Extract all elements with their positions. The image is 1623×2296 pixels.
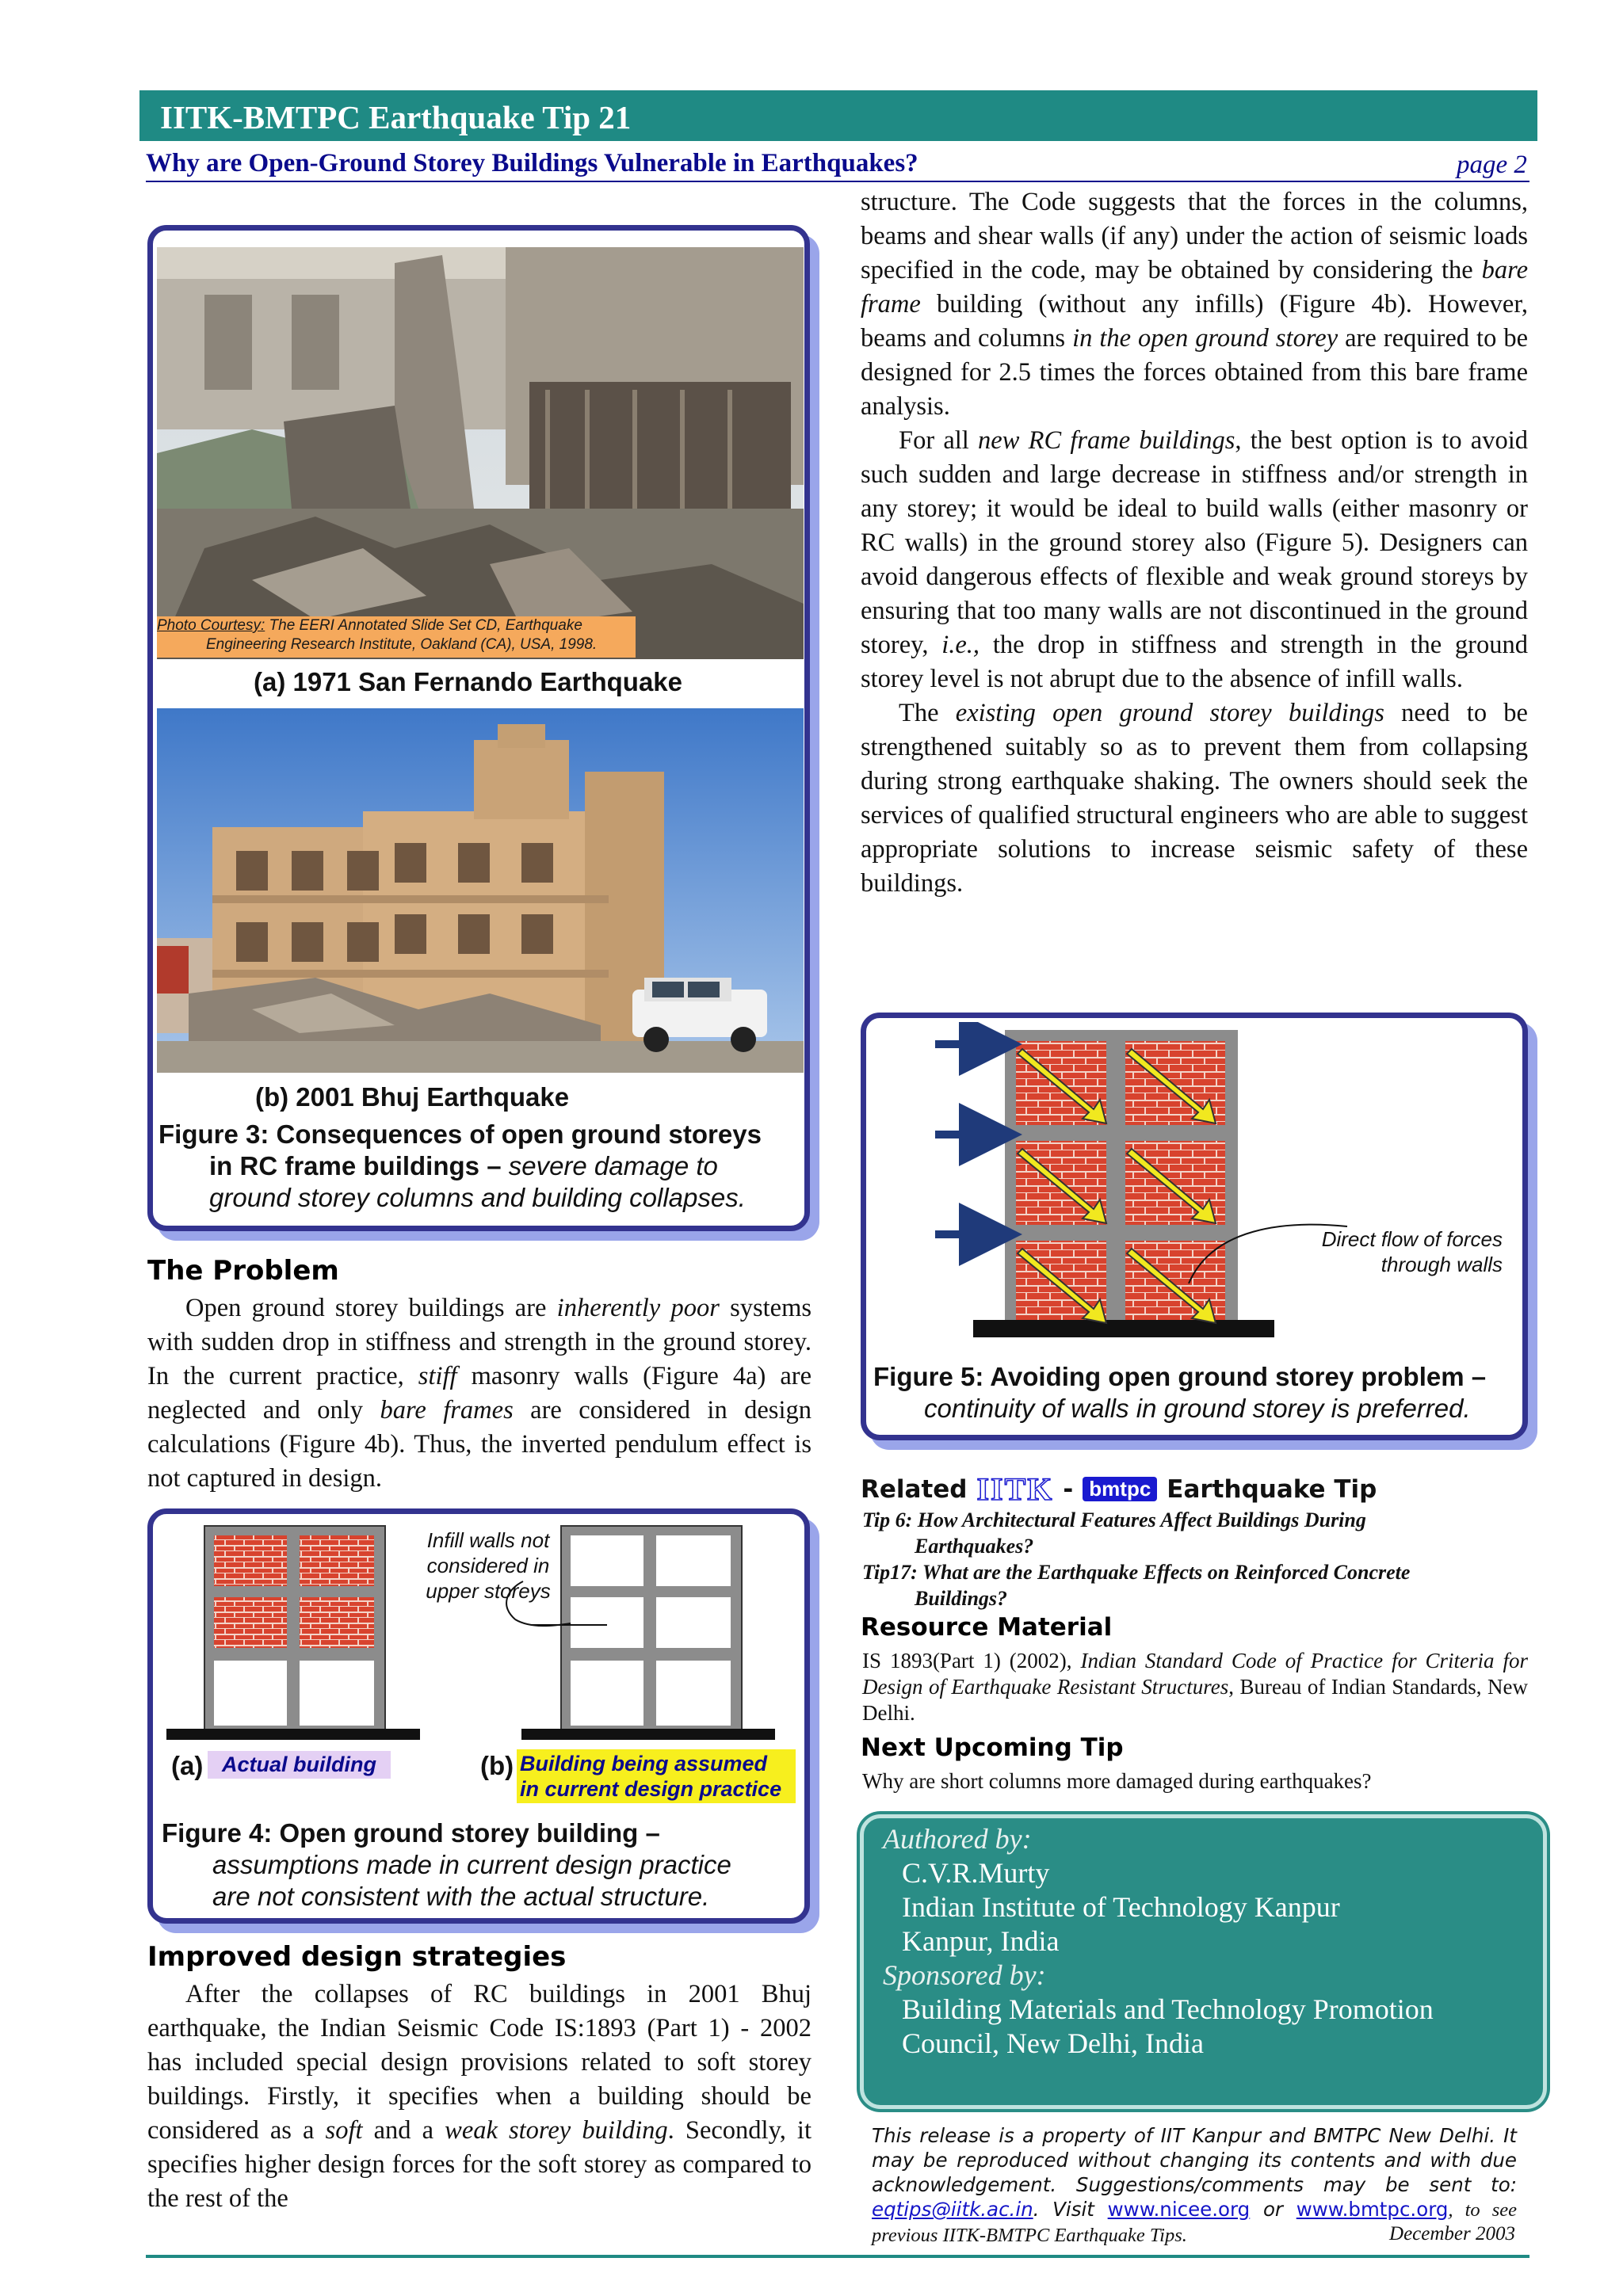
tip6-link[interactable]: Tip 6: How Architectural Features Affect Buildings During xyxy=(862,1508,1366,1531)
related-tips: Tip 6: How Architectural Features Affect Buildings During Earthquakes? Tip17: What are the Earthquake Effects on Reinforced Concrete Buildings? xyxy=(862,1507,1536,1611)
next-tip-text: Why are short columns more damaged during earthquakes? xyxy=(862,1769,1372,1793)
release-date: December 2003 xyxy=(1389,2223,1515,2245)
bmtpc-link[interactable]: www.bmtpc.org xyxy=(1296,2198,1449,2221)
bmtpc-logo: bmtpc xyxy=(1083,1477,1157,1501)
nicee-link[interactable]: www.nicee.org xyxy=(1107,2198,1251,2221)
page-number: page 2 xyxy=(1457,151,1527,179)
figure-4-note: Infill walls not considered in upper storeys xyxy=(426,1528,551,1603)
problem-heading: The Problem xyxy=(147,1255,339,1287)
problem-paragraph: Open ground storey buildings are inherently poor systems with sudden drop in stiffness and strength in the ground storey. In the current practice, stiff masonry walls (Figure 4a) are neglected and only bare frames are considered in design calculations (Figure 4b). Thus, the inverted pendulum effect is not captured in design. xyxy=(147,1294,812,1493)
author-text: Authored by: C.V.R.Murty Indian Institute of Technology Kanpur Kanpur, India Sponsored by: Building Materials and Technology Promotion Council, New Delhi, India xyxy=(883,1823,1434,2059)
header-title: IITK-BMTPC Earthquake Tip 21 xyxy=(160,99,632,135)
release-note: This release is a property of IIT Kanpur and BMTPC New Delhi. It may be reproduced without changing its contents and with due acknowledgement. Suggestions/comments may be sent to: eqtips@iitk.ac.in. Visit www.nicee.org or www.bmtpc.org, to see previous IITK-BMTPC Earthquake Tips. xyxy=(872,2124,1517,2246)
resource-text: IS 1893(Part 1) (2002), Indian Standard Code of Practice for Criteria for Design of Earthquake Resistant Structures, Bureau of Indian Standards, New Delhi. xyxy=(862,1649,1528,1725)
right-column-text: structure. The Code suggests that the forces in the columns, beams and shear walls (if any) under the action of seismic loads specified in the code, may be obtained by considering the bare frame building (without any infills) (Figure 4b). However, beams and columns in the open ground storey are required to be designed for 2.5 times the forces obtained from this bare frame analysis. For all new RC frame buildings, the best option is to avoid such sudden and large decrease in stiffness and/or strength in any storey; it would be ideal to build walls (either masonry or RC walls) in the ground storey also (Figure 5). Designers can avoid dangerous effects of flexible and weak ground storeys by ensuring that too many walls are not discontinued in the ground storey, i.e., the drop in stiffness and strength in the ground storey level is not abrupt due to the absence of infill walls. The existing open ground storey buildings need to be strengthened suitably so as to prevent them from collapsing during strong earthquake shaking. The owners should seek the services of qualified structural engineers who are able to suggest appropriate solutions to increase seismic safety of these buildings. xyxy=(861,188,1528,898)
subtitle-rule xyxy=(146,181,1529,182)
fig4b-tag: Building being assumed in current design practice xyxy=(517,1749,796,1803)
related-heading: Related IITK - bmtpc Earthquake Tip xyxy=(861,1471,1377,1507)
figure-5-note: Direct flow of forces through walls xyxy=(1321,1227,1503,1276)
email-link[interactable]: eqtips@iitk.ac.in xyxy=(872,2198,1033,2221)
figure-3-caption: Figure 3: Consequences of open ground storeys in RC frame buildings – severe damage to ground storey columns and building collapses. xyxy=(158,1119,762,1212)
fig4b-label: (b) xyxy=(480,1751,514,1780)
actual-building xyxy=(166,1526,420,1740)
fig4a-label: (a) xyxy=(171,1751,204,1780)
bhuj-photo xyxy=(157,708,804,1073)
improved-heading: Improved design strategies xyxy=(147,1941,567,1973)
san-fernando-photo xyxy=(157,247,804,659)
figure-4-caption: Figure 4: Open ground storey building – assumptions made in current design practice are not consistent with the actual structure. xyxy=(162,1818,731,1911)
resource-heading: Resource Material xyxy=(861,1613,1113,1642)
tip17-link[interactable]: Tip17: What are the Earthquake Effects on Reinforced Concrete xyxy=(862,1561,1411,1584)
photo-credit: Photo Courtesy: The EERI Annotated Slide Set CD, Earthquake Engineering Research Institute, Oakland (CA), USA, 1998. xyxy=(157,616,636,658)
figure-5-diagram xyxy=(872,1022,1506,1339)
iitk-logo: IITK xyxy=(976,1471,1054,1507)
fig3a-label: (a) 1971 San Fernando Earthquake xyxy=(254,667,683,696)
page-subtitle: Why are Open-Ground Storey Buildings Vulnerable in Earthquakes? xyxy=(146,149,918,177)
figure-5-caption: Figure 5: Avoiding open ground storey problem – continuity of walls in ground storey is preferred. xyxy=(873,1362,1487,1423)
improved-paragraph: After the collapses of RC buildings in 2001 Bhuj earthquake, the Indian Seismic Code IS:1893 (Part 1) - 2002 has included special design provisions related to soft storey buildings. Firstly, it specifies when a building should be considered as a soft and a weak storey building. Secondly, it specifies higher design forces for the soft storey as compared to the rest of the xyxy=(147,1980,812,2213)
footer-rule xyxy=(146,2255,1529,2258)
fig4a-tag: Actual building xyxy=(208,1751,391,1779)
assumed-building xyxy=(521,1526,775,1740)
fig3b-label: (b) 2001 Bhuj Earthquake xyxy=(255,1082,570,1112)
next-tip-heading: Next Upcoming Tip xyxy=(861,1733,1124,1762)
